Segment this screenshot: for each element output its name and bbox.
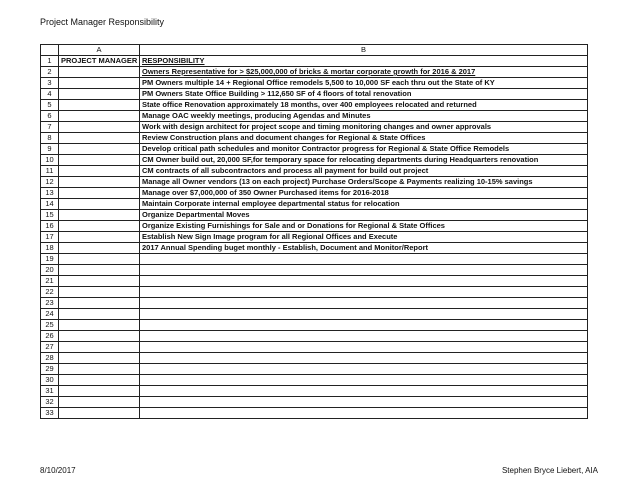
row-number: 18 xyxy=(41,243,59,254)
cell-responsibility xyxy=(140,276,588,287)
row-number: 30 xyxy=(41,375,59,386)
spreadsheet-table xyxy=(40,44,588,419)
cell-responsibility: PM Owners multiple 14 + Regional Office remodels 5,500 to 10,000 SF each thru out the State of KY xyxy=(140,78,588,89)
cell-responsibility xyxy=(140,386,588,397)
cell-project-manager xyxy=(59,243,140,254)
row-number: 21 xyxy=(41,276,59,287)
cell-project-manager xyxy=(59,265,140,276)
cell-project-manager xyxy=(59,166,140,177)
cell-responsibility: Develop critical path schedules and monitor Contractor progress for Regional & State Office Remodels xyxy=(140,144,588,155)
cell-project-manager xyxy=(59,188,140,199)
row-number: 28 xyxy=(41,353,59,364)
table-row xyxy=(41,199,588,210)
cell-project-manager xyxy=(59,221,140,232)
cell-responsibility xyxy=(140,375,588,386)
cell-project-manager xyxy=(59,232,140,243)
cell-project-manager xyxy=(59,364,140,375)
cell-responsibility: Establish New Sign Image program for all Regional Offices and Execute xyxy=(140,232,588,243)
cell-responsibility xyxy=(140,364,588,375)
cell-responsibility xyxy=(140,254,588,265)
table-row xyxy=(41,188,588,199)
table-row xyxy=(41,364,588,375)
cell-project-manager xyxy=(59,397,140,408)
row-number: 31 xyxy=(41,386,59,397)
cell-responsibility xyxy=(140,408,588,419)
row-number: 29 xyxy=(41,364,59,375)
cell-project-manager xyxy=(59,331,140,342)
table-row xyxy=(41,320,588,331)
cell-project-manager xyxy=(59,199,140,210)
row-number: 2 xyxy=(41,67,59,78)
row-number: 11 xyxy=(41,166,59,177)
table-row xyxy=(41,122,588,133)
table-row xyxy=(41,232,588,243)
cell-project-manager xyxy=(59,320,140,331)
cell-project-manager xyxy=(59,67,140,78)
row-number: 23 xyxy=(41,298,59,309)
table-row xyxy=(41,133,588,144)
table-row xyxy=(41,67,588,78)
cell-responsibility xyxy=(140,353,588,364)
row-number: 20 xyxy=(41,265,59,276)
row-number: 10 xyxy=(41,155,59,166)
column-header-row xyxy=(41,45,588,56)
table-row xyxy=(41,177,588,188)
table-row xyxy=(41,155,588,166)
cell-project-manager xyxy=(59,144,140,155)
cell-responsibility: PM Owners State Office Building > 112,650 SF of 4 floors of total renovation xyxy=(140,89,588,100)
cell-project-manager xyxy=(59,353,140,364)
cell-project-manager xyxy=(59,276,140,287)
page-header-title: Project Manager Responsibility xyxy=(40,17,165,27)
row-number: 16 xyxy=(41,221,59,232)
footer-author: Stephen Bryce Liebert, AIA xyxy=(501,466,598,475)
cell-responsibility: 2017 Annual Spending buget monthly - Establish, Document and Monitor/Report xyxy=(140,243,588,254)
cell-responsibility xyxy=(140,342,588,353)
header-cell-responsibility: RESPONSIBILITY xyxy=(140,56,588,67)
cell-responsibility: Manage over $7,000,000 of 350 Owner Purchased items for 2016-2018 xyxy=(140,188,588,199)
row-number: 26 xyxy=(41,331,59,342)
table-row xyxy=(41,89,588,100)
row-number: 6 xyxy=(41,111,59,122)
table-row xyxy=(41,342,588,353)
table-row xyxy=(41,78,588,89)
cell-project-manager xyxy=(59,375,140,386)
table-row xyxy=(41,375,588,386)
cell-project-manager xyxy=(59,133,140,144)
table-row xyxy=(41,254,588,265)
row-number: 4 xyxy=(41,89,59,100)
table-row xyxy=(41,408,588,419)
cell-project-manager xyxy=(59,254,140,265)
cell-responsibility: Organize Departmental Moves xyxy=(140,210,588,221)
cell-responsibility xyxy=(140,287,588,298)
table-row xyxy=(41,221,588,232)
row-number: 8 xyxy=(41,133,59,144)
cell-responsibility xyxy=(140,397,588,408)
row-number: 5 xyxy=(41,100,59,111)
spreadsheet-body xyxy=(41,45,588,419)
cell-project-manager xyxy=(59,309,140,320)
table-row xyxy=(41,386,588,397)
table-row xyxy=(41,100,588,111)
row-number: 15 xyxy=(41,210,59,221)
cell-project-manager xyxy=(59,78,140,89)
cell-responsibility: Maintain Corporate internal employee departmental status for relocation xyxy=(140,199,588,210)
cell-project-manager xyxy=(59,386,140,397)
cell-responsibility xyxy=(140,265,588,276)
table-row xyxy=(41,243,588,254)
row-number: 14 xyxy=(41,199,59,210)
table-row xyxy=(41,265,588,276)
row-number: 22 xyxy=(41,287,59,298)
cell-responsibility: Manage OAC weekly meetings, producing Agendas and Minutes xyxy=(140,111,588,122)
cell-responsibility xyxy=(140,331,588,342)
row-number: 33 xyxy=(41,408,59,419)
footer-date: 8/10/2017 xyxy=(40,466,76,475)
table-row xyxy=(41,111,588,122)
cell-responsibility: State office Renovation approximately 18 months, over 400 employees relocated and returned xyxy=(140,100,588,111)
cell-project-manager xyxy=(59,89,140,100)
row-number: 1 xyxy=(41,56,59,67)
row-number: 9 xyxy=(41,144,59,155)
table-row xyxy=(41,276,588,287)
table-row xyxy=(41,298,588,309)
cell-responsibility: Review Construction plans and document changes for Regional & State Offices xyxy=(140,133,588,144)
cell-project-manager xyxy=(59,408,140,419)
row-number: 24 xyxy=(41,309,59,320)
table-row xyxy=(41,309,588,320)
cell-project-manager xyxy=(59,342,140,353)
row-number: 7 xyxy=(41,122,59,133)
cell-project-manager xyxy=(59,177,140,188)
cell-responsibility xyxy=(140,298,588,309)
header-cell-project-manager: PROJECT MANAGER xyxy=(59,56,140,67)
cell-project-manager xyxy=(59,298,140,309)
cell-responsibility: Organize Existing Furnishings for Sale and or Donations for Regional & State Offices xyxy=(140,221,588,232)
table-header-row xyxy=(41,56,588,67)
table-row xyxy=(41,287,588,298)
row-number: 32 xyxy=(41,397,59,408)
cell-responsibility: Work with design architect for project scope and timing monitoring changes and owner approvals xyxy=(140,122,588,133)
table-row xyxy=(41,166,588,177)
row-number: 27 xyxy=(41,342,59,353)
cell-project-manager xyxy=(59,155,140,166)
row-number: 13 xyxy=(41,188,59,199)
cell-project-manager xyxy=(59,100,140,111)
cell-responsibility xyxy=(140,309,588,320)
row-number: 25 xyxy=(41,320,59,331)
cell-project-manager xyxy=(59,111,140,122)
cell-project-manager xyxy=(59,287,140,298)
row-number: 3 xyxy=(41,78,59,89)
row-number: 17 xyxy=(41,232,59,243)
table-row xyxy=(41,397,588,408)
table-row xyxy=(41,353,588,364)
row-number: 19 xyxy=(41,254,59,265)
cell-responsibility xyxy=(140,320,588,331)
column-header-b: B xyxy=(140,45,588,56)
table-row xyxy=(41,210,588,221)
cell-project-manager xyxy=(59,122,140,133)
cell-responsibility: CM Owner build out, 20,000 SF,for temporary space for relocating departments during Headquarters renovation xyxy=(140,155,588,166)
cell-responsibility: Manage all Owner vendors (13 on each project) Purchase Orders/Scope & Payments realizing 10-15% savings xyxy=(140,177,588,188)
cell-project-manager xyxy=(59,210,140,221)
cell-responsibility: CM contracts of all subcontractors and process all payment for build out project xyxy=(140,166,588,177)
table-row xyxy=(41,144,588,155)
cell-responsibility: Owners Representative for > $25,000,000 of bricks & mortar corporate growth for 2016 & 2017 xyxy=(140,67,588,78)
row-number: 12 xyxy=(41,177,59,188)
column-header-a: A xyxy=(59,45,140,56)
table-row xyxy=(41,331,588,342)
corner-cell xyxy=(41,45,59,56)
